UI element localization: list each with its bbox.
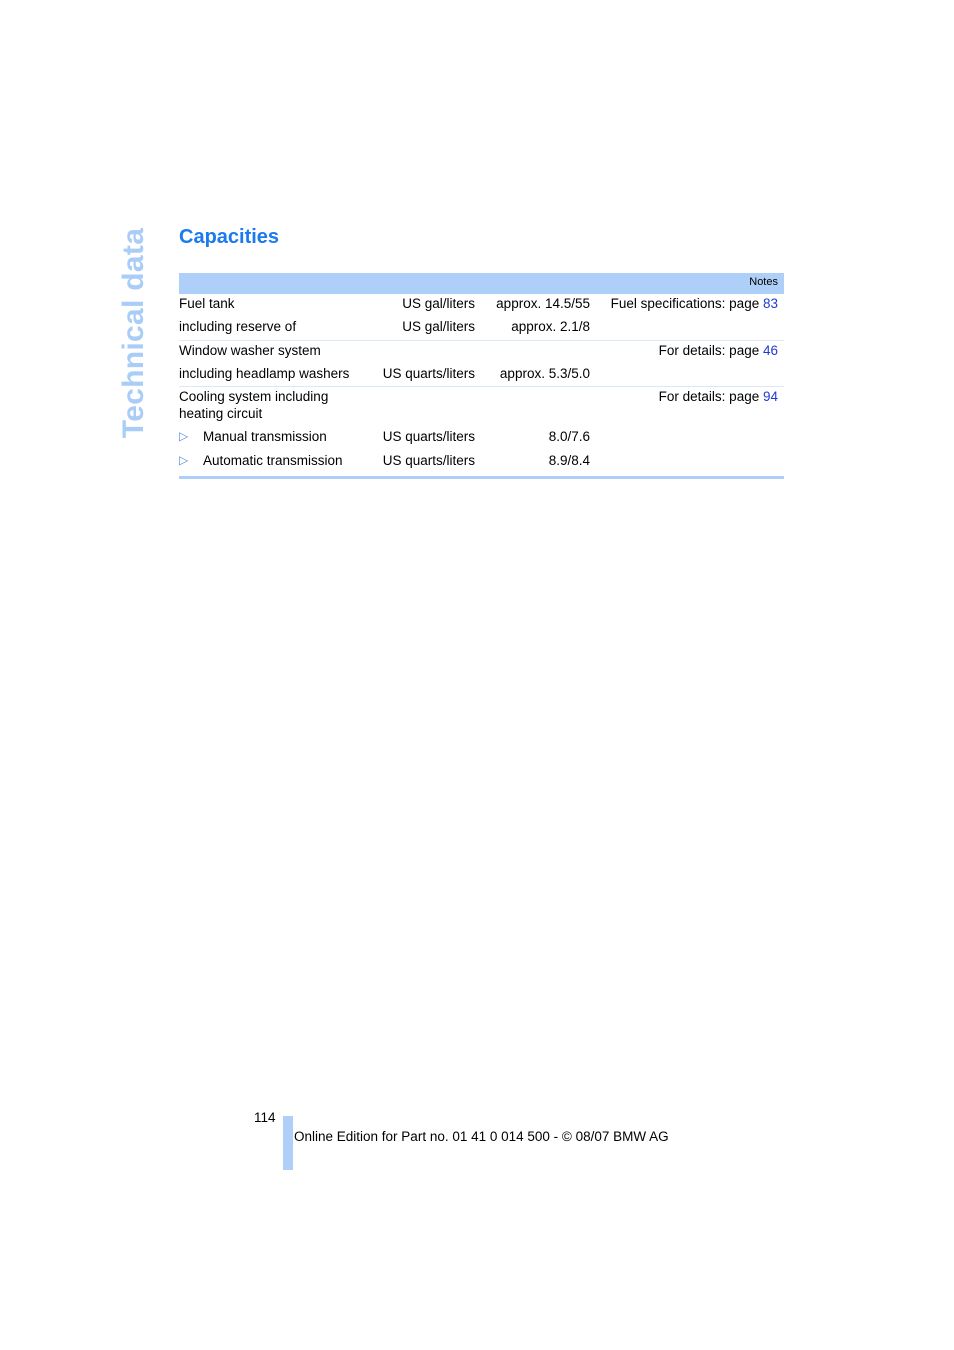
page-link-94[interactable]: 94	[762, 389, 778, 404]
row-unit: US quarts/liters	[382, 453, 475, 468]
table-row	[179, 294, 784, 317]
note-text: For details: page	[658, 343, 763, 358]
page-number: 114	[254, 1110, 276, 1125]
table-row	[179, 340, 784, 363]
row-name: Fuel tank	[179, 296, 235, 311]
page-link-83[interactable]: 83	[762, 296, 778, 311]
table-row	[179, 451, 784, 476]
row-note	[611, 295, 778, 312]
side-tab-technical-data	[116, 228, 152, 438]
side-tab-label: Technical data	[117, 227, 150, 439]
row-unit: US quarts/liters	[382, 429, 475, 444]
table-row	[179, 363, 784, 386]
page-link-46[interactable]: 46	[762, 343, 778, 358]
notes-column-header: Notes	[749, 276, 778, 288]
row-value: approx. 5.3/5.0	[499, 366, 590, 381]
row-name: including headlamp washers	[179, 366, 350, 381]
row-name: Cooling system including heating circuit	[179, 389, 329, 421]
row-value: 8.9/8.4	[548, 453, 590, 468]
row-note	[659, 388, 778, 405]
row-unit: US gal/liters	[402, 296, 475, 311]
row-value: approx. 2.1/8	[511, 319, 590, 334]
note-text: Fuel specifications: page	[610, 296, 763, 311]
row-name: including reserve of	[179, 319, 297, 334]
capacities-table	[179, 273, 784, 479]
footer-edition-text: Online Edition for Part no. 01 41 0 014 500 - © 08/07 BMW AG	[294, 1129, 669, 1144]
row-name: Manual transmission	[203, 429, 327, 444]
table-row	[179, 427, 784, 451]
table-row	[179, 386, 784, 427]
row-unit: US gal/liters	[402, 319, 475, 334]
row-name: Automatic transmission	[203, 453, 343, 468]
section-title: Capacities	[179, 226, 280, 248]
row-value: approx. 14.5/55	[496, 296, 590, 311]
row-name: Window washer system	[179, 343, 321, 358]
row-note	[659, 342, 778, 359]
bullet-arrow-icon: ▷	[179, 453, 189, 467]
table-header	[179, 273, 784, 294]
table-row	[179, 317, 784, 340]
note-text: For details: page	[658, 389, 763, 404]
footer-accent-bar	[283, 1116, 293, 1170]
bullet-arrow-icon: ▷	[179, 429, 189, 443]
row-value: 8.0/7.6	[548, 429, 590, 444]
table-bottom-rule	[179, 476, 784, 479]
row-unit: US quarts/liters	[382, 366, 475, 381]
